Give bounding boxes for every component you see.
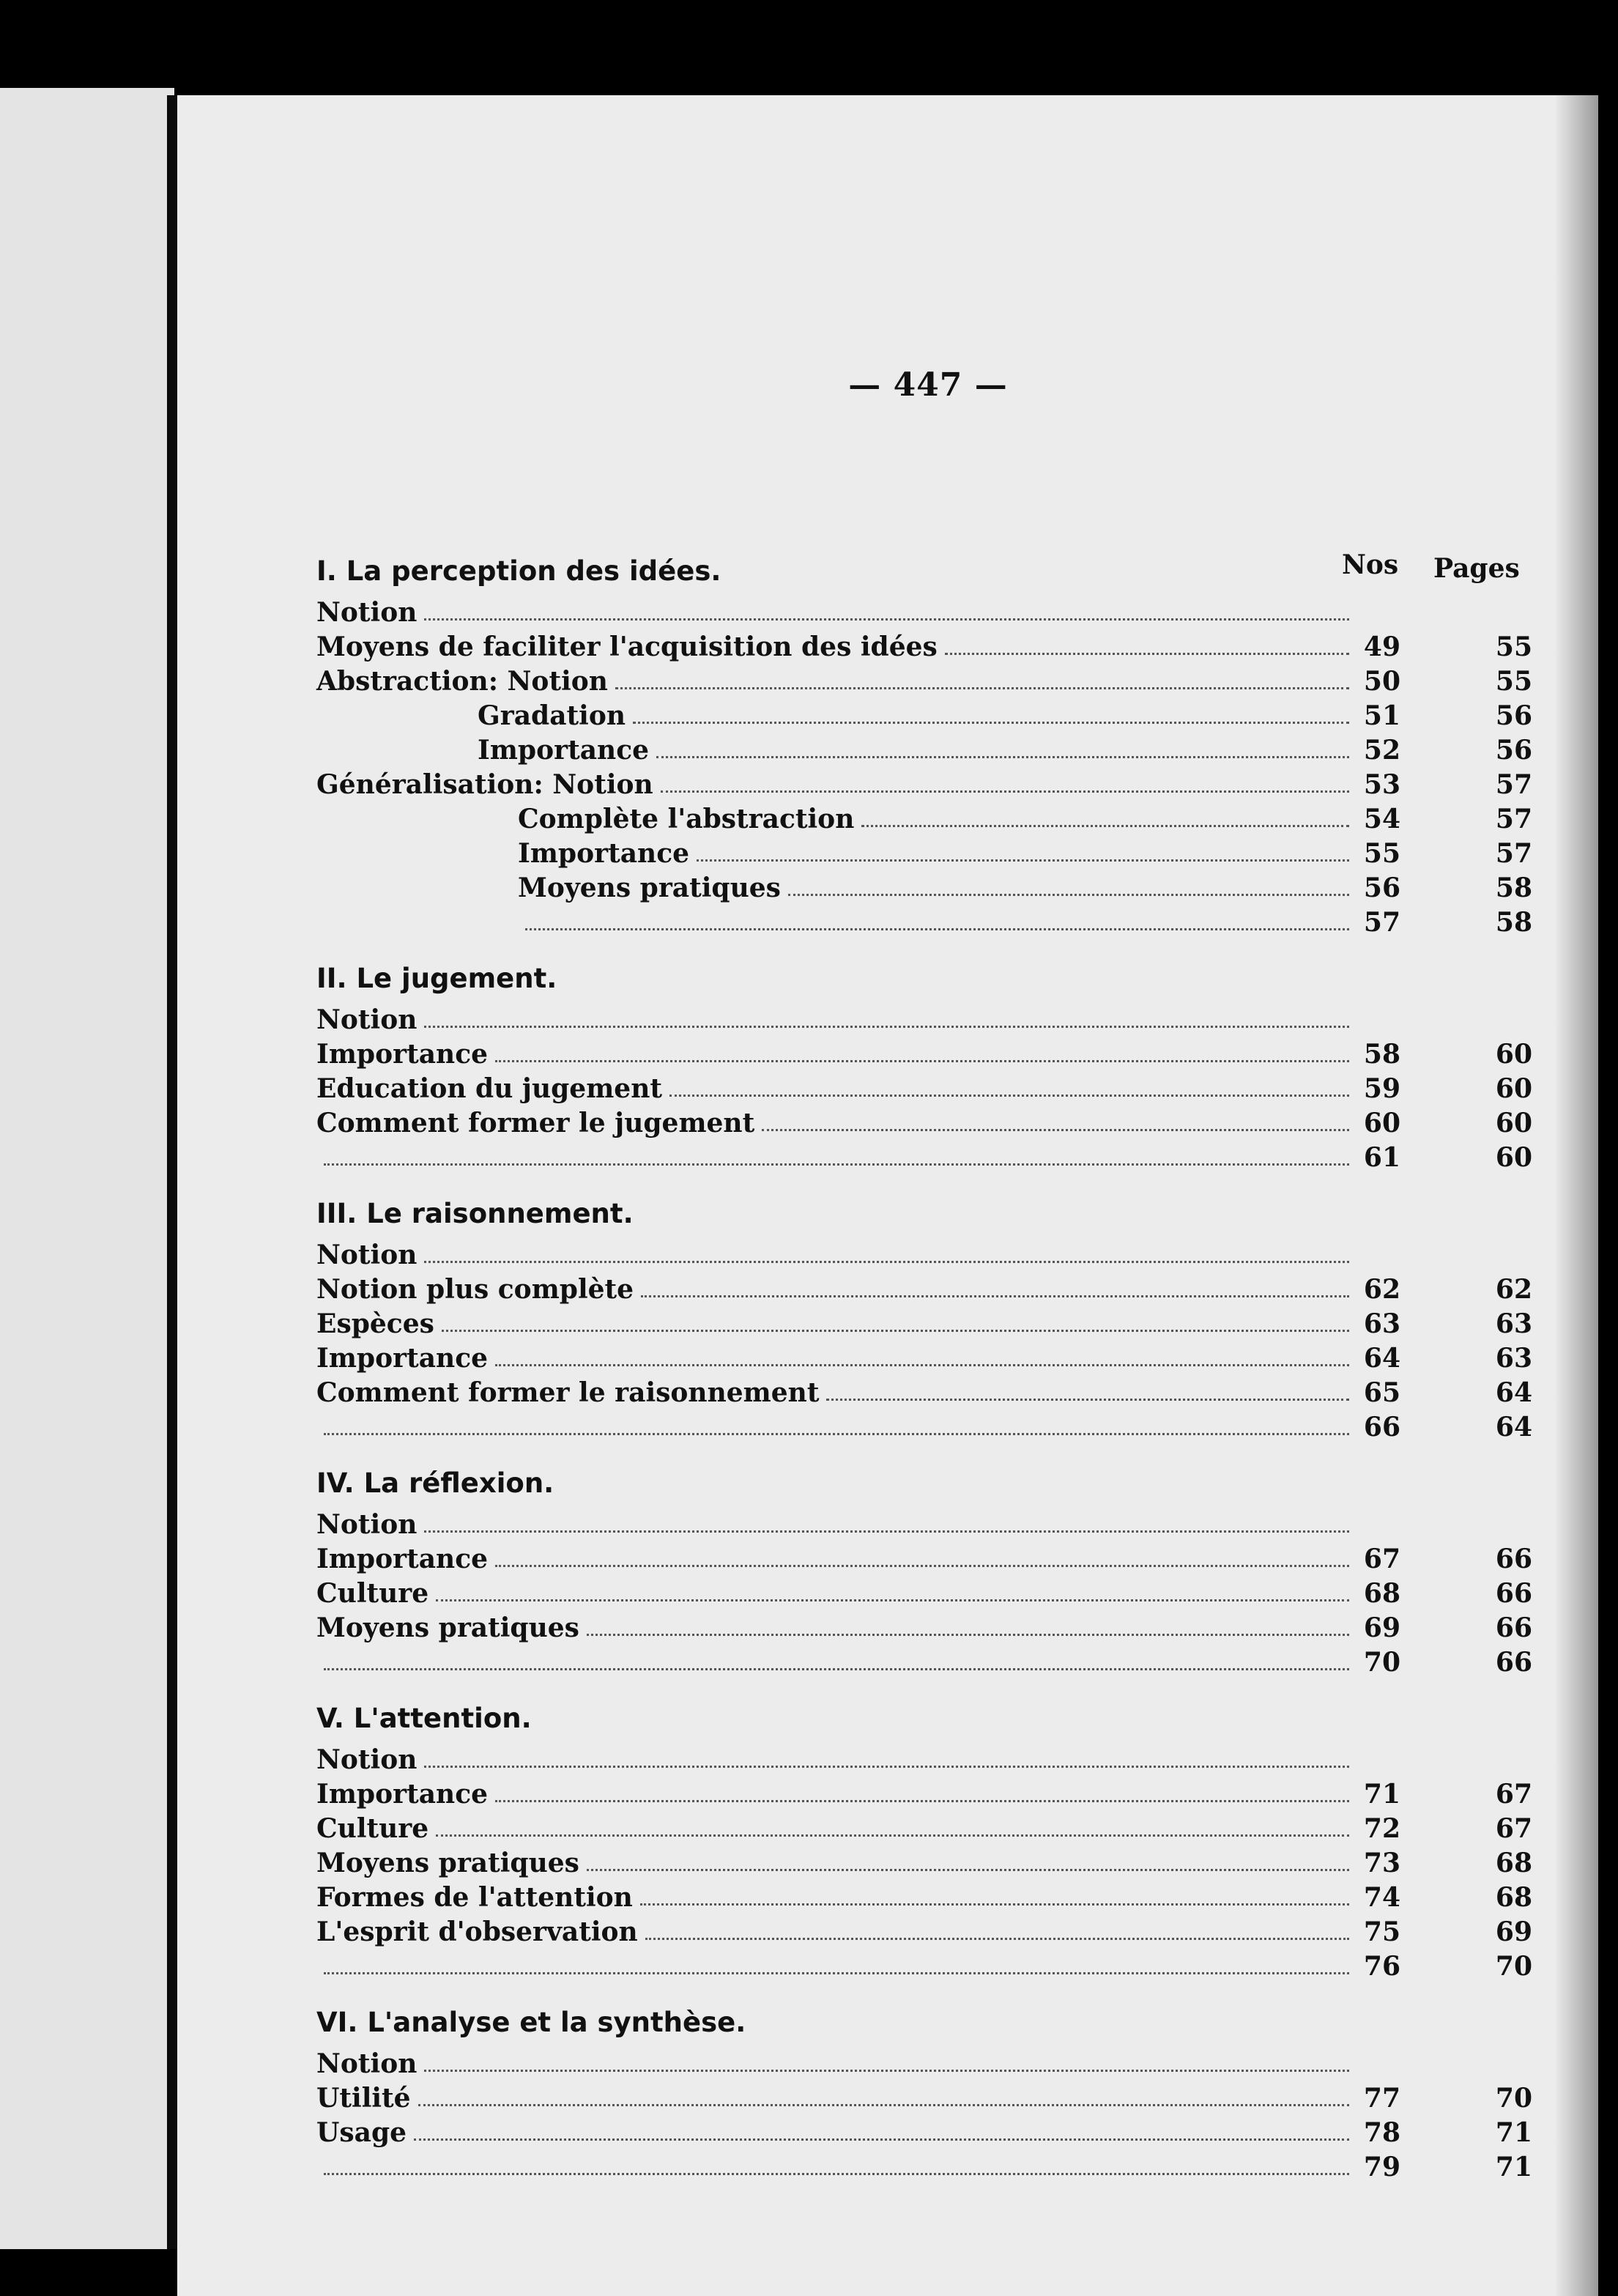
section-title: VI. L'analyse et la synthèse. <box>316 2007 746 2038</box>
dot-leader <box>861 825 1349 827</box>
toc-entry-page: 64 <box>1495 1377 1532 1408</box>
toc-entry-page: 66 <box>1495 1612 1532 1643</box>
toc-row <box>316 1339 1532 1374</box>
toc-entry-number: 70 <box>1363 1647 1400 1678</box>
toc-row <box>316 1035 1532 1070</box>
toc-row <box>316 1104 1532 1138</box>
dot-leader <box>324 1433 1349 1435</box>
toc-row <box>316 1609 1532 1643</box>
toc-row <box>316 697 1532 731</box>
toc-entry-label: Comment former le jugement <box>316 1108 755 1138</box>
toc-entry-label: Education du jugement <box>316 1073 663 1104</box>
toc-entry-label: Importance <box>316 1779 489 1810</box>
toc-entry-page: 58 <box>1495 873 1532 903</box>
toc-row <box>316 1540 1532 1574</box>
toc-entry-number: 60 <box>1363 1108 1400 1138</box>
toc-entry-label: Utilité <box>316 2083 411 2114</box>
toc-row <box>316 1775 1532 1810</box>
toc-entry-number: 55 <box>1363 838 1400 869</box>
toc-entry-label: Usage <box>316 2117 407 2148</box>
toc-row <box>316 869 1532 903</box>
toc-entry-label: L'esprit d'observation <box>316 1917 638 1947</box>
toc-entry-number: 67 <box>1363 1544 1400 1574</box>
section-title: II. Le jugement. <box>316 963 557 994</box>
toc-entry-number: 49 <box>1363 632 1400 662</box>
toc-entry-label: Notion plus complète <box>316 1274 634 1305</box>
toc-row <box>316 1741 1532 1775</box>
toc-sections <box>316 549 1532 2201</box>
toc-row <box>316 1913 1532 1947</box>
toc-section <box>316 549 1532 938</box>
toc-entry-label: Notion <box>316 1509 418 1540</box>
dot-leader <box>697 859 1349 862</box>
scan-background-left <box>0 88 174 2249</box>
toc-entry-page: 66 <box>1495 1578 1532 1609</box>
toc-entry-page: 60 <box>1495 1039 1532 1070</box>
toc-entry-page: 64 <box>1495 1412 1532 1443</box>
toc-entry-number: 58 <box>1363 1039 1400 1070</box>
toc-row <box>316 1070 1532 1104</box>
toc-entry-label: Espèces <box>316 1308 434 1339</box>
dot-leader <box>495 1364 1349 1366</box>
toc-entry-label: Moyens pratiques <box>316 1612 579 1643</box>
dot-leader <box>424 1026 1349 1028</box>
toc-entry-number: 66 <box>1363 1412 1400 1443</box>
toc-entry-number: 78 <box>1363 2117 1400 2148</box>
dot-leader <box>324 1972 1349 1974</box>
toc-entry-number: 73 <box>1363 1848 1400 1878</box>
toc-row <box>316 1374 1532 1408</box>
toc-row <box>316 1305 1532 1339</box>
toc-entry-page: 67 <box>1495 1813 1532 1844</box>
toc-entry-page: 69 <box>1495 1917 1532 1947</box>
toc-row <box>316 1643 1532 1678</box>
toc-row <box>316 800 1532 834</box>
dot-leader <box>414 2138 1349 2141</box>
dot-leader <box>641 1295 1349 1297</box>
toc-entry-label: Culture <box>316 1813 429 1844</box>
toc-entry-number: 71 <box>1363 1779 1400 1810</box>
toc-entry-number: 59 <box>1363 1073 1400 1104</box>
toc-row <box>316 731 1532 766</box>
toc-entry-label: Notion <box>316 1004 418 1035</box>
toc-entry-page: 68 <box>1495 1882 1532 1913</box>
toc-entry-page: 60 <box>1495 1073 1532 1104</box>
toc-entry-label: Notion <box>316 1240 418 1270</box>
toc-entry-page: 57 <box>1495 804 1532 834</box>
toc-entry-page: 56 <box>1495 735 1532 766</box>
toc-entry-number: 62 <box>1363 1274 1400 1305</box>
toc-row <box>316 1270 1532 1305</box>
toc-entry-page: 55 <box>1495 632 1532 662</box>
dot-leader <box>525 928 1349 930</box>
dot-leader <box>424 1261 1349 1263</box>
toc-entry-number: 75 <box>1363 1917 1400 1947</box>
toc-row <box>316 593 1532 628</box>
section-title: IV. La réflexion. <box>316 1467 554 1499</box>
toc-entry-label: Importance <box>316 1544 489 1574</box>
document-page <box>177 95 1598 2296</box>
toc-entry-number: 77 <box>1363 2083 1400 2114</box>
toc-entry-number: 54 <box>1363 804 1400 834</box>
toc-entry-number: 65 <box>1363 1377 1400 1408</box>
toc-entry-page: 71 <box>1495 2117 1532 2148</box>
toc-entry-number: 52 <box>1363 735 1400 766</box>
toc-entry-page: 70 <box>1495 2083 1532 2114</box>
toc-row <box>316 2045 1532 2079</box>
toc-entry-page: 66 <box>1495 1544 1532 1574</box>
toc-entry-label: Généralisation: Notion <box>316 769 653 800</box>
toc-row <box>316 1001 1532 1035</box>
toc-entry-label: Importance <box>518 838 690 869</box>
dot-leader <box>495 1060 1349 1062</box>
toc-entry-label: Comment former le raisonnement <box>316 1377 820 1408</box>
toc-row <box>316 1810 1532 1844</box>
toc-entry-number: 79 <box>1363 2152 1400 2182</box>
dot-leader <box>424 1766 1349 1768</box>
toc-entry-label: Notion <box>316 2048 418 2079</box>
dot-leader <box>436 1599 1349 1601</box>
toc-entry-label: Moyens de faciliter l'acquisition des idées <box>316 632 938 662</box>
toc-entry-number: 57 <box>1363 907 1400 938</box>
toc-entry-number: 76 <box>1363 1951 1400 1982</box>
dot-leader <box>436 1834 1349 1837</box>
toc-entry-page: 56 <box>1495 700 1532 731</box>
toc-entry-page: 66 <box>1495 1647 1532 1678</box>
toc-section <box>316 957 1532 1173</box>
toc-section <box>316 1462 1532 1678</box>
toc-row <box>316 1236 1532 1270</box>
dot-leader <box>587 1634 1349 1636</box>
toc-row <box>316 1138 1532 1173</box>
toc-row <box>316 2114 1532 2148</box>
page-number: — 447 — <box>848 366 1008 404</box>
toc-row <box>316 834 1532 869</box>
toc-entry-label: Notion <box>316 1744 418 1775</box>
toc-section <box>316 1697 1532 1982</box>
page-shadow <box>1554 95 1598 2296</box>
toc-entry-page: 58 <box>1495 907 1532 938</box>
page-binding-edge <box>167 95 177 2249</box>
dot-leader <box>324 1668 1349 1670</box>
toc-entry-number: 53 <box>1363 769 1400 800</box>
toc-row <box>316 1574 1532 1609</box>
toc-row <box>316 1947 1532 1982</box>
toc-entry-page: 71 <box>1495 2152 1532 2182</box>
dot-leader <box>645 1938 1349 1940</box>
toc-entry-page: 63 <box>1495 1308 1532 1339</box>
toc-row <box>316 1408 1532 1443</box>
dot-leader <box>424 618 1349 621</box>
toc-entry-number: 61 <box>1363 1142 1400 1173</box>
column-header-pages: Pages <box>1433 553 1520 584</box>
toc-row <box>316 662 1532 697</box>
dot-leader <box>669 1095 1349 1097</box>
toc-entry-label: Importance <box>316 1039 489 1070</box>
toc-section <box>316 2001 1532 2182</box>
toc-entry-label: Complète l'abstraction <box>518 804 855 834</box>
dot-leader <box>495 1800 1349 1802</box>
section-title: III. Le raisonnement. <box>316 1198 634 1229</box>
toc-entry-number: 74 <box>1363 1882 1400 1913</box>
toc-row <box>316 903 1532 938</box>
toc-entry-page: 60 <box>1495 1108 1532 1138</box>
toc-entry-number: 63 <box>1363 1308 1400 1339</box>
dot-leader <box>442 1330 1349 1332</box>
toc-entry-page: 60 <box>1495 1142 1532 1173</box>
dot-leader <box>661 790 1349 793</box>
toc-entry-label: Moyens pratiques <box>316 1848 579 1878</box>
toc-entry-label: Abstraction: Notion <box>316 666 608 697</box>
toc-entry-number: 69 <box>1363 1612 1400 1643</box>
toc-row <box>316 2079 1532 2114</box>
toc-entry-number: 64 <box>1363 1343 1400 1374</box>
dot-leader <box>633 722 1349 724</box>
toc-entry-label: Importance <box>316 1343 489 1374</box>
dot-leader <box>945 653 1349 655</box>
toc-entry-number: 50 <box>1363 666 1400 697</box>
toc-row <box>316 628 1532 662</box>
toc-entry-label: Culture <box>316 1578 429 1609</box>
dot-leader <box>418 2104 1349 2106</box>
toc-entry-label: Gradation <box>478 700 626 731</box>
dot-leader <box>656 756 1349 758</box>
dot-leader <box>788 894 1349 896</box>
section-title: V. L'attention. <box>316 1703 532 1734</box>
dot-leader <box>640 1903 1349 1906</box>
section-title: I. La perception des idées. <box>316 555 721 587</box>
dot-leader <box>762 1129 1349 1131</box>
toc-row <box>316 766 1532 800</box>
dot-leader <box>424 2070 1349 2072</box>
toc-entry-page: 62 <box>1495 1274 1532 1305</box>
toc-row <box>316 1878 1532 1913</box>
toc-row <box>316 2148 1532 2182</box>
toc-entry-page: 68 <box>1495 1848 1532 1878</box>
toc-entry-number: 68 <box>1363 1578 1400 1609</box>
toc-entry-number: 56 <box>1363 873 1400 903</box>
toc-row <box>316 1844 1532 1878</box>
dot-leader <box>587 1869 1349 1871</box>
toc-entry-label: Moyens pratiques <box>518 873 781 903</box>
toc-entry-label: Importance <box>478 735 650 766</box>
dot-leader <box>826 1399 1349 1401</box>
dot-leader <box>424 1530 1349 1533</box>
dot-leader <box>324 1163 1349 1166</box>
toc-entry-page: 55 <box>1495 666 1532 697</box>
toc-entry-page: 70 <box>1495 1951 1532 1982</box>
toc-entry-number: 51 <box>1363 700 1400 731</box>
dot-leader <box>324 2173 1349 2175</box>
toc-entry-label: Formes de l'attention <box>316 1882 633 1913</box>
toc-entry-page: 67 <box>1495 1779 1532 1810</box>
column-header-nos: Nos <box>1342 549 1399 580</box>
toc-entry-number: 72 <box>1363 1813 1400 1844</box>
toc-entry-page: 57 <box>1495 769 1532 800</box>
toc-entry-page: 57 <box>1495 838 1532 869</box>
toc-entry-page: 63 <box>1495 1343 1532 1374</box>
toc-entry-label: Notion <box>316 597 418 628</box>
dot-leader <box>495 1565 1349 1567</box>
toc-row <box>316 1506 1532 1540</box>
toc-section <box>316 1192 1532 1443</box>
dot-leader <box>615 687 1349 689</box>
